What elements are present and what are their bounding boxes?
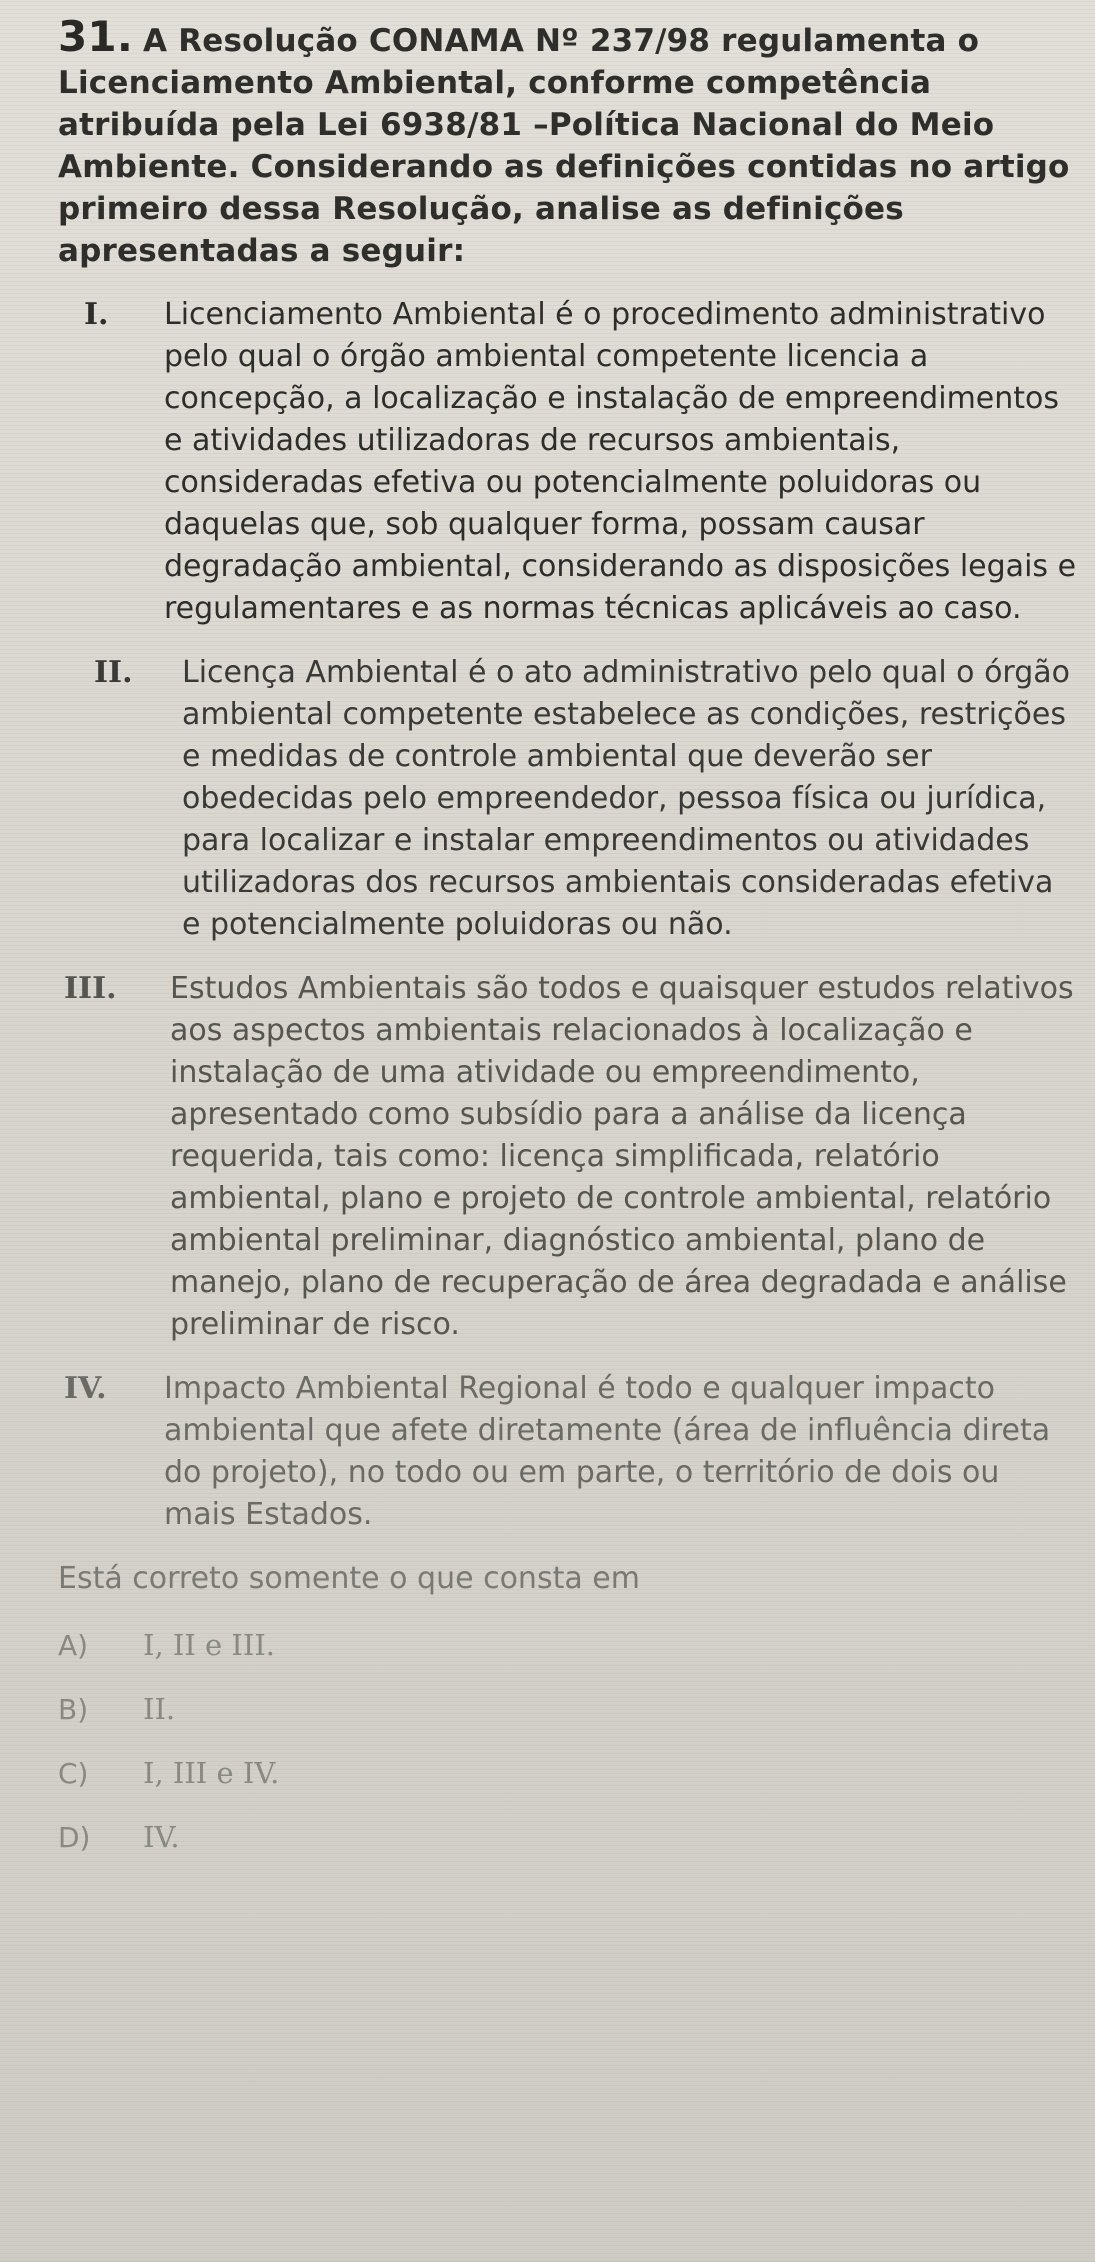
question-statement: A Resolução CONAMA Nº 237/98 regulamenta o Licenciamento Ambiental, conforme competência atribuída pela Lei 6938/81 –Política Nacional do Meio Ambiente. Considerando as definições contidas no artigo primeiro dessa Resolução, analise as definições apresentadas a seguir: — [58, 23, 1070, 269]
item-label: III. — [64, 971, 117, 1006]
question-document — [58, 12, 1078, 1880]
option-text: I, II e III. — [143, 1628, 275, 1662]
option-b[interactable] — [58, 1688, 1078, 1730]
item-text: Impacto Ambiental Regional é todo e qualquer impacto ambiental que afete diretamente (área de influência direta do projeto), no todo ou em parte, o território de dois ou mais Estados. — [164, 1371, 1051, 1532]
definitions-list — [58, 294, 1078, 1536]
definition-item-i — [58, 294, 1078, 630]
answer-prompt: Está correto somente o que consta em — [58, 1561, 640, 1596]
option-text: II. — [143, 1692, 176, 1726]
definition-item-iv — [58, 1368, 1078, 1536]
question-number: 31. — [58, 12, 134, 61]
option-c[interactable] — [58, 1752, 1078, 1794]
definition-item-iii — [58, 968, 1078, 1346]
answer-options — [58, 1624, 1078, 1858]
option-letter: C) — [58, 1756, 89, 1790]
item-label: II. — [94, 655, 133, 690]
option-letter: B) — [58, 1692, 89, 1726]
question-statement-block — [58, 12, 1078, 272]
item-label: IV. — [64, 1371, 107, 1406]
option-d[interactable] — [58, 1816, 1078, 1858]
item-text: Licença Ambiental é o ato administrativo pelo qual o órgão ambiental competente estabelece as condições, restrições e medidas de controle ambiental que deverão ser obedecidas pelo empreendedor, pessoa física ou jurídica, para localizar e instalar empreendimentos ou atividades utilizadoras dos recursos ambientais consideradas efetiva e potencialmente poluidoras ou não. — [182, 655, 1071, 942]
option-text: IV. — [143, 1820, 180, 1854]
option-a[interactable] — [58, 1624, 1078, 1666]
option-text: I, III e IV. — [143, 1756, 280, 1790]
item-text: Estudos Ambientais são todos e quaisquer estudos relativos aos aspectos ambientais relacionados à localização e instalação de uma atividade ou empreendimento, apresentado como subsídio para a análise da licença requerida, tais como: licença simplificada, relatório ambiental, plano e projeto de controle ambiental, relatório ambiental preliminar, diagnóstico ambiental, plano de manejo, plano de recuperação de área degradada e análise preliminar de risco. — [170, 971, 1074, 1342]
definition-item-ii — [58, 652, 1078, 946]
item-label: I. — [84, 297, 109, 332]
option-letter: A) — [58, 1628, 89, 1662]
item-text: Licenciamento Ambiental é o procedimento administrativo pelo qual o órgão ambiental competente licencia a concepção, a localização e instalação de empreendimentos e atividades utilizadoras de recursos ambientais, consideradas efetiva ou potencialmente poluidoras ou daquelas que, sob qualquer forma, possam causar degradação ambiental, considerando as disposições legais e regulamentares e as normas técnicas aplicáveis ao caso. — [164, 297, 1077, 626]
option-letter: D) — [58, 1820, 91, 1854]
